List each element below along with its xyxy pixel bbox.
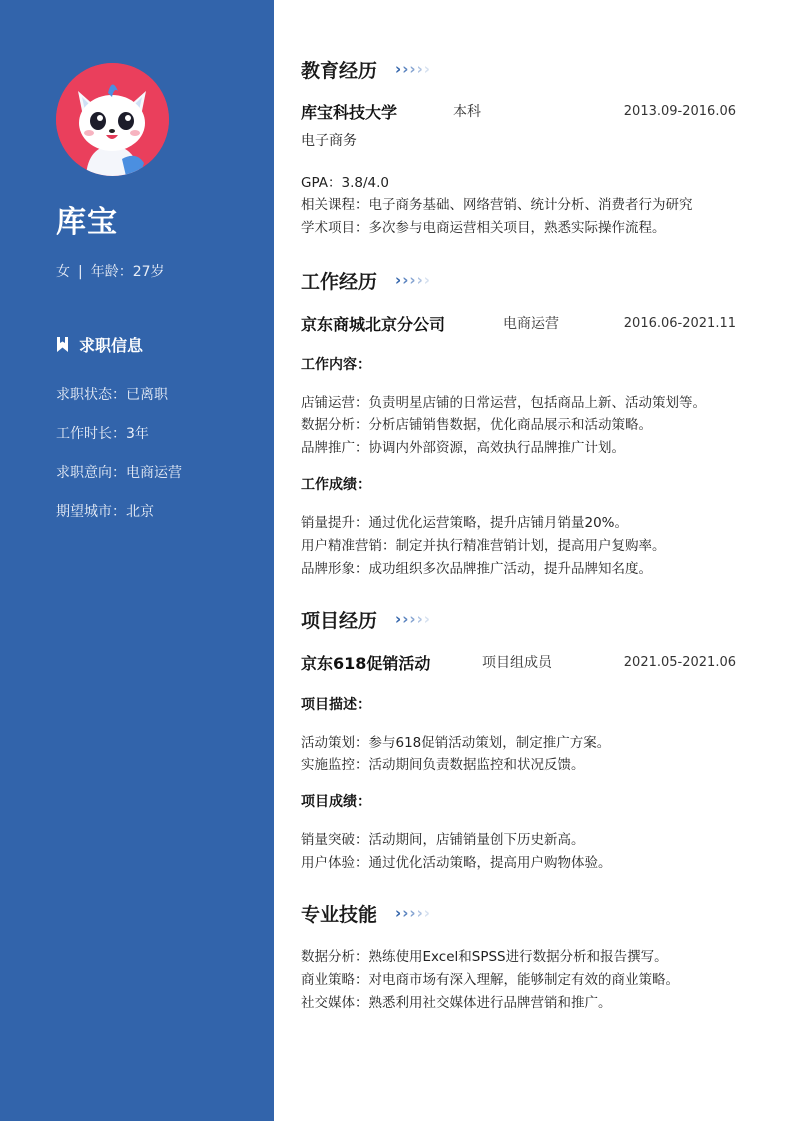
project-role: 项目组成员 — [482, 655, 552, 671]
project-result-line: 销量突破：活动期间，店铺销量创下历史新高。 — [301, 832, 585, 848]
job-info-item: 求职意向：电商运营 — [56, 465, 182, 481]
project-desc-line: 活动策划：参与618促销活动策划，制定推广方案。 — [301, 735, 611, 751]
age: 年龄：27岁 — [90, 264, 165, 280]
education-line: 相关课程：电子商务基础、网络营销、统计分析、消费者行为研究 — [301, 197, 693, 213]
company-name: 京东商城北京分公司 — [301, 314, 446, 334]
skill-line: 社交媒体：熟悉利用社交媒体进行品牌营销和推广。 — [301, 995, 612, 1011]
work-achievement-line: 销量提升：通过优化运营策略，提升店铺月销量20%。 — [301, 515, 629, 531]
basic-info — [56, 261, 165, 281]
section-title-text: 教育经历 — [301, 60, 378, 82]
avatar — [56, 63, 169, 176]
section-title-work — [301, 267, 431, 294]
education-line: 学术项目：多次参与电商运营相关项目，熟悉实际操作流程。 — [301, 220, 666, 236]
section-title-text: 工作经历 — [301, 271, 378, 293]
project-desc-label: 项目描述： — [301, 697, 371, 713]
project-desc-line: 实施监控：活动期间负责数据监控和状况反馈。 — [301, 757, 585, 773]
project-header — [301, 651, 736, 673]
work-date: 2016.06-2021.11 — [623, 315, 736, 331]
job-info-item: 求职状态：已离职 — [56, 387, 168, 403]
chevrons-icon: › › › › › — [395, 60, 430, 78]
section-title-project — [301, 606, 431, 633]
job-info-title: 求职信息 — [79, 336, 144, 355]
chevrons-icon: › › › › › — [395, 271, 430, 289]
cat-mascot-icon — [56, 63, 169, 176]
candidate-name: 库宝 — [56, 205, 118, 240]
job-position: 电商运营 — [503, 316, 559, 332]
bookmark-icon — [56, 337, 69, 352]
job-info-item: 工作时长：3年 — [56, 426, 149, 442]
work-content-line: 品牌推广：协调内外部资源，高效执行品牌推广计划。 — [301, 440, 625, 456]
section-title-text: 专业技能 — [301, 904, 378, 926]
work-achievement-line: 用户精准营销：制定并执行精准营销计划，提高用户复购率。 — [301, 538, 666, 554]
gender: 女 — [56, 264, 70, 280]
work-content-label: 工作内容： — [301, 357, 371, 373]
job-info-list — [56, 385, 182, 541]
chevrons-icon: › › › › › — [395, 610, 430, 628]
chevrons-icon: › › › › › — [395, 904, 430, 922]
skill-line: 数据分析：熟练使用Excel和SPSS进行数据分析和报告撰写。 — [301, 949, 668, 965]
major: 电子商务 — [301, 133, 357, 149]
education-line: GPA：3.8/4.0 — [301, 175, 389, 191]
education-date: 2013.09-2016.06 — [623, 103, 736, 119]
school-name: 库宝科技大学 — [301, 102, 398, 122]
project-result-label: 项目成绩： — [301, 794, 371, 810]
sidebar — [0, 0, 274, 1121]
section-title-text: 项目经历 — [301, 610, 378, 632]
project-result-line: 用户体验：通过优化活动策略，提高用户购物体验。 — [301, 855, 612, 871]
work-header — [301, 312, 736, 334]
education-header — [301, 100, 736, 122]
project-date: 2021.05-2021.06 — [623, 654, 736, 670]
work-content-line: 店铺运营：负责明星店铺的日常运营，包括商品上新、活动策划等。 — [301, 395, 706, 411]
project-name: 京东618促销活动 — [301, 653, 431, 673]
job-info-item: 期望城市：北京 — [56, 504, 154, 520]
section-title-skills — [301, 900, 431, 927]
job-info-heading — [56, 333, 143, 356]
info-separator: | — [78, 264, 83, 280]
degree: 本科 — [453, 104, 481, 120]
section-title-education — [301, 56, 431, 83]
skill-line: 商业策略：对电商市场有深入理解，能够制定有效的商业策略。 — [301, 972, 679, 988]
work-achievements-label: 工作成绩： — [301, 477, 371, 493]
work-content-line: 数据分析：分析店铺销售数据，优化商品展示和活动策略。 — [301, 417, 652, 433]
work-achievement-line: 品牌形象：成功组织多次品牌推广活动，提升品牌知名度。 — [301, 561, 652, 577]
